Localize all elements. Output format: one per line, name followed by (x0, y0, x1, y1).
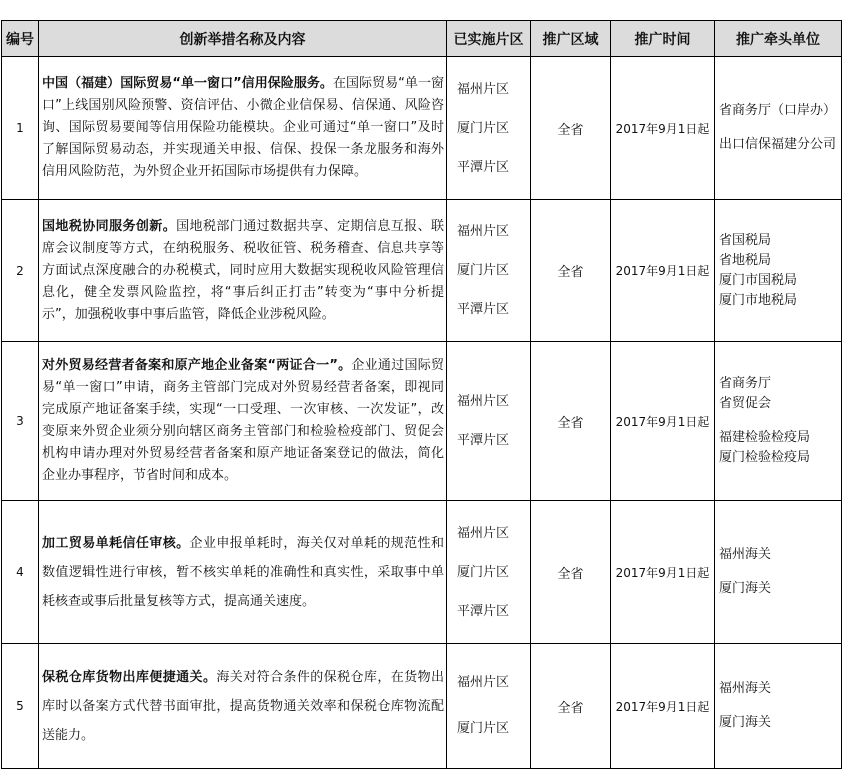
table-row (2, 644, 842, 769)
zone-item: 平潭片区 (457, 302, 510, 317)
zone-item: 福州片区 (457, 675, 510, 690)
header-content: 创新举措名称及内容 (39, 21, 447, 57)
zone-item: 福州片区 (457, 224, 510, 239)
measure-title: 中国（福建）国际贸易“单一窗口”信用保险服务。 (42, 76, 333, 91)
header-scope: 推广区域 (531, 21, 611, 57)
unit-item: 省商务厅（口岸办） (719, 103, 837, 118)
measure-body: 企业通过国际贸易“单一窗口”申请，商务主管部门完成对外贸易经营者备案，即视同完成原产地证备案手续，实现“一口受理、一次审核、一次发证”，改变原来外贸企业须分别向辖区商务主管部门和检验检疫部门、贸促会机构申请办理对外贸易经营者备案和原产地证备案登记的做法，简化企业办事程序，节省时间和成本。 (42, 358, 444, 483)
zones-cell (447, 200, 531, 342)
unit-item: 福州海关 (719, 547, 772, 562)
date-cell: 2017年9月1日起 (611, 644, 715, 769)
date-cell: 2017年9月1日起 (611, 342, 715, 501)
date-cell: 2017年9月1日起 (611, 501, 715, 644)
zone-item: 平潭片区 (457, 159, 510, 175)
measure-title: 国地税协同服务创新。 (42, 218, 177, 234)
header-zones: 已实施片区 (447, 21, 531, 57)
zone-item: 厦门片区 (457, 721, 510, 736)
units-cell (715, 644, 842, 769)
unit-item: 厦门检验检疫局 (719, 450, 811, 465)
zones-cell (447, 342, 531, 501)
unit-item: 厦门海关 (719, 715, 772, 730)
measure-content (39, 342, 447, 501)
zone-item: 厦门片区 (457, 120, 510, 136)
table-row (2, 200, 842, 342)
unit-item: 厦门市国税局 (719, 272, 798, 288)
scope-cell: 全省 (531, 342, 611, 501)
scope-cell: 全省 (531, 501, 611, 644)
units-cell (715, 57, 842, 200)
header-time: 推广时间 (611, 21, 715, 57)
zones-cell (447, 501, 531, 644)
measure-body: 海关对符合条件的保税仓库，在货物出库时以备案方式代替书面审批，提高货物通关效率和保税仓库物流配送能力。 (42, 669, 444, 743)
reform-measures-table (1, 20, 842, 769)
unit-item: 福州海关 (719, 681, 772, 696)
measure-content (39, 644, 447, 769)
unit-item: 出口信保福建分公司 (719, 137, 837, 152)
zone-item: 平潭片区 (457, 433, 510, 448)
scope-cell: 全省 (531, 200, 611, 342)
measure-content (39, 501, 447, 644)
date-cell: 2017年9月1日起 (611, 200, 715, 342)
measure-title: 保税仓库货物出库便捷通关。 (42, 669, 217, 685)
measure-content (39, 57, 447, 200)
units-cell (715, 501, 842, 644)
measure-body: 在国际贸易“单一窗口”上线国别风险预警、资信评估、小微企业信保易、信保通、风险咨询、国际贸易要闻等信用保险功能模块。企业可通过“单一窗口”及时了解国际贸易动态，并实现通关申报、信保、投保一条龙服务和海外信用风险防范，为外贸企业开拓国际市场提供有力保障。 (42, 76, 444, 179)
unit-item: 福建检验检疫局 (719, 430, 811, 445)
zone-item: 平潭片区 (457, 603, 510, 619)
table-header-row (2, 21, 842, 57)
units-cell (715, 200, 842, 342)
measure-body: 国地税部门通过数据共享、定期信息互报、联席会议制度等方式，在纳税服务、税收征管、税务稽查、信息共享等方面试点深度融合的办税模式，同时应用大数据实现税收风险管理信息化，健全发票风险监控，将“事后纠正打击”转变为“事中分析提示”，加强税收事中事后监管，降低企业涉税风险。 (42, 218, 444, 322)
scope-cell: 全省 (531, 57, 611, 200)
measure-content (39, 200, 447, 342)
measure-title: 加工贸易单耗信任审核。 (42, 535, 190, 551)
zone-item: 厦门片区 (457, 564, 510, 580)
row-number: 4 (2, 501, 39, 644)
scope-cell: 全省 (531, 644, 611, 769)
zones-cell (447, 644, 531, 769)
row-number: 1 (2, 57, 39, 200)
row-number: 2 (2, 200, 39, 342)
row-number: 3 (2, 342, 39, 501)
zone-item: 福州片区 (457, 394, 510, 409)
zone-item: 厦门片区 (457, 263, 510, 278)
date-cell: 2017年9月1日起 (611, 57, 715, 200)
unit-item: 省商务厅 (719, 376, 772, 391)
table-row (2, 57, 842, 200)
units-cell (715, 342, 842, 501)
measure-body: 企业申报单耗时，海关仅对单耗的规范性和数值逻辑性进行审核，暂不核实单耗的准确性和真实性，采取事中单耗核查或事后批量复核等方式，提高通关速度。 (42, 535, 444, 609)
measure-title: 对外贸易经营者备案和原产地企业备案“两证合一”。 (42, 358, 352, 373)
unit-item: 省贸促会 (719, 396, 772, 411)
row-number: 5 (2, 644, 39, 769)
zones-cell (447, 57, 531, 200)
unit-item: 省地税局 (719, 252, 772, 268)
unit-item: 省国税局 (719, 232, 772, 248)
table-row (2, 342, 842, 501)
zone-item: 福州片区 (457, 81, 510, 97)
header-units: 推广牵头单位 (715, 21, 842, 57)
unit-item: 厦门海关 (719, 581, 772, 596)
zone-item: 福州片区 (457, 525, 510, 541)
unit-item: 厦门市地税局 (719, 292, 798, 308)
table-row (2, 501, 842, 644)
header-num: 编号 (2, 21, 39, 57)
